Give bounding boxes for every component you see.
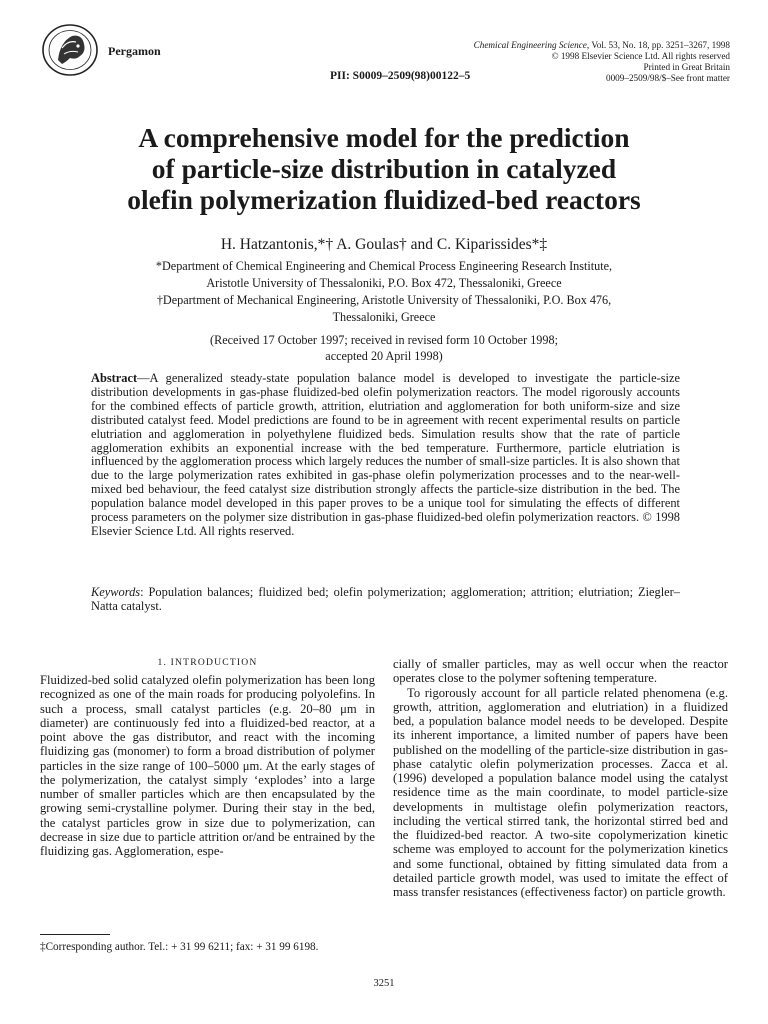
- abstract: [91, 372, 680, 539]
- column-left: [40, 673, 375, 858]
- body-paragraph: Fluidized-bed solid catalyzed olefin polymerization has been long recognized as one of the main roads for producing polyolefins. In such a process, small catalyst particles (e.g. 20–80 μm in diameter) are continuously fed into a fluidized-bed reactor, at a point above the gas distributor, and react with the incoming fluidizing gas (monomer) to form a broad distribution of polymer particles in the size range of 100–5000 μm. At the early stages of the polymerization, the catalyst simply ‘explodes’ into a large number of smaller particles which are then encapsulated by the growing semi-crystalline polymer. During their stay in the bed, the catalyst particles grow in size due to polymerization, can decrease in size due to particle attrition or/and be entrained by the fluidizing gas. Agglomeration, espe-: [40, 673, 375, 858]
- page-number: 3251: [373, 978, 395, 989]
- journal-citation: [474, 40, 730, 84]
- copyright-line: © 1998 Elsevier Science Ltd. All rights reserved: [551, 51, 730, 61]
- keywords-label: Keywords: [91, 585, 141, 599]
- issn-line: 0009–2509/98/$–See front matter: [605, 73, 730, 83]
- received-line: (Received 17 October 1997; received in revised form 10 October 1998;: [210, 333, 558, 347]
- affiliation-line: †Department of Mechanical Engineering, Aristotle University of Thessaloniki, P.O. Box 476,: [156, 293, 612, 307]
- abstract-label: Abstract: [91, 371, 138, 385]
- body-paragraph: cially of smaller particles, may as well occur when the reactor operates close to the polymer softening temperature.: [393, 657, 728, 686]
- pii: PII: S0009–2509(98)00122–5: [330, 70, 471, 82]
- title-line: A comprehensive model for the prediction: [138, 122, 630, 153]
- printed-line: Printed in Great Britain: [643, 62, 730, 72]
- title-line: of particle-size distribution in catalyzed: [151, 153, 617, 184]
- affiliations: [40, 258, 728, 326]
- paper-title: [40, 122, 728, 215]
- received-dates: [40, 332, 728, 364]
- footnote-rule: [40, 934, 110, 935]
- keywords-text: : Population balances; fluidized bed; olefin polymerization; agglomeration; attrition; elutriation; Ziegler–Natta catalyst.: [91, 585, 680, 613]
- affiliation-line: Thessaloniki, Greece: [332, 310, 436, 324]
- body-paragraph: To rigorously account for all particle related phenomena (e.g. growth, attrition, agglomeration and elutriation) in a fluidized bed, a population balance model needs to be developed. Despite its inherent importance, a limited number of papers have been published on the modelling of the particle-size distribution in gas-phase catalytic olefin polymerization processes. Zacca et al. (1996) developed a population balance model using the catalyst residence time as the main coordinate, to model particle-size developments in multistage olefin polymerization reactors, including the vertical stirred tank, the horizontal stirred bed and the fluidized-bed reactor. A two-site copolymerization kinetic scheme was employed to account for the polymerization kinetics and some functional, obtained by fitting simulated data from a detailed particle growth model, was used to imitate the effect of mass transfer resistances (effectiveness factor) on particle growth.: [393, 685, 728, 899]
- section-heading: 1. INTRODUCTION: [157, 657, 258, 668]
- affiliation-line: Aristotle University of Thessaloniki, P.O. Box 472, Thessaloniki, Greece: [206, 276, 562, 290]
- column-right: [393, 657, 728, 899]
- title-line: olefin polymerization fluidized-bed reactors: [127, 184, 641, 215]
- journal-name: Chemical Engineering Science: [473, 40, 587, 50]
- footnote: ‡Corresponding author. Tel.: + 31 99 6211; fax: + 31 99 6198.: [40, 941, 319, 953]
- publisher-name: Pergamon: [108, 44, 161, 58]
- authors: H. Hatzantonis,*† A. Goulas† and C. Kiparissides*‡: [220, 236, 548, 253]
- abstract-text: —A generalized steady-state population balance model is developed to investigate the particle-size distribution developments in gas-phase fluidized-bed olefin polymerization reactors. The model rigorously accounts for the combined effects of particle growth, attrition, elutriation and agglomeration for both uniform-size and size distributed catalyst feed. Model predictions are found to be in agreement with recent experimental results on particle elutriation and agglomeration in polyethylene fluidized beds. Simulation results show that the rate of particle agglomeration exhibits an exponential increase with the bed temperature. Furthermore, particle elutriation is influenced by the agglomeration process which largely reduces the number of small-size particles. It is also shown that due to the large polymerization rates exhibited in gas-phase olefin polymerization processes and to the near-well-mixed bed behaviour, the feed catalyst size distribution strongly affects the particle-size distribution in the bed. The population balance model developed in this paper proves to be a unique tool for simulating the effects of different process parameters on the polymer size distribution in gas-phase fluidized-bed olefin polymerization reactors. © 1998 Elsevier Science Ltd. All rights reserved.: [91, 371, 680, 538]
- publisher-logo: [40, 22, 100, 78]
- received-line: accepted 20 April 1998): [325, 349, 443, 363]
- journal-ref: , Vol. 53, No. 18, pp. 3251–3267, 1998: [586, 40, 730, 50]
- keywords: [91, 585, 680, 613]
- affiliation-line: *Department of Chemical Engineering and Chemical Process Engineering Research Institute,: [155, 259, 613, 273]
